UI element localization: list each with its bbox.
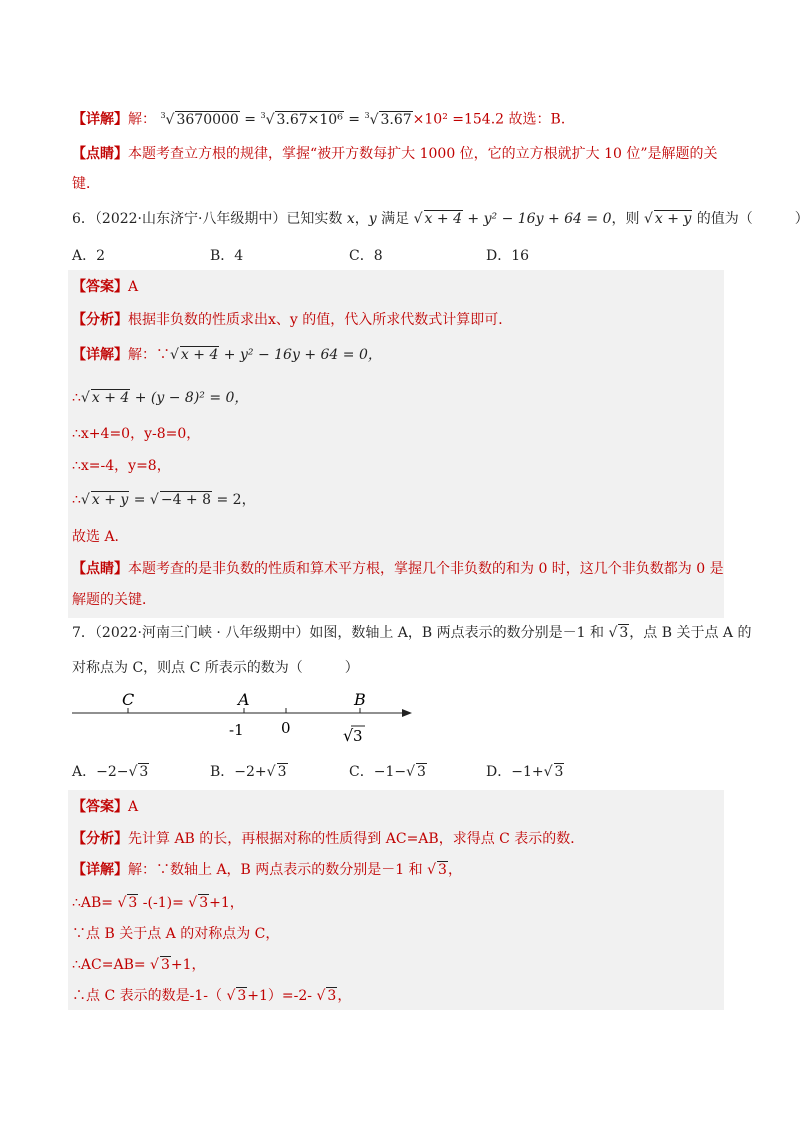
q7-stem-text: ，点 B 关于点 A 的 [629, 625, 752, 641]
q6-detail-5 [72, 490, 256, 510]
detail-text: ∴AB= [72, 895, 118, 911]
radicand: 3 [139, 764, 149, 780]
q6-detail-3: ∴x+4=0，y-8=0， [72, 426, 201, 442]
q7-stem-1 [72, 623, 752, 643]
q6-comment-1 [72, 559, 724, 579]
q6-option-c: C．8 [349, 248, 383, 264]
q7-option-c [349, 762, 427, 782]
comment-tag: 【点睛】 [72, 561, 128, 577]
tick-label-zero: 0 [281, 719, 291, 737]
number-line-figure [68, 686, 418, 750]
q6-comment-2: 解题的关键． [72, 592, 156, 608]
q6-stem-text: 6．（2022·山东济宁·八年级期中）已知实数 [72, 211, 347, 227]
radicand: x + 4 [424, 211, 462, 227]
var-y: y [368, 211, 377, 227]
q7-detail-5 [72, 986, 351, 1006]
cube-root-radicand: 3.67×10⁶ [276, 111, 343, 128]
answer-value: A [128, 799, 139, 815]
radical-sign: √ [188, 895, 198, 911]
detail-text: ∴AC=AB= [72, 957, 151, 973]
radical-sign: √ [128, 764, 138, 780]
cube-root-index: 3 [160, 111, 166, 120]
q6-detail-6: 故选 A． [72, 529, 129, 545]
radical-sign: √ [226, 988, 236, 1004]
radical-sign: √ [369, 111, 379, 128]
q6-stem-text: ，则 [611, 211, 644, 227]
answer-value: A [128, 279, 139, 295]
q7-stem-text: 7．（2022·河南三门峡 · 八年级期中）如图，数轴上 A，B 两点表示的数分别是－1 和 [72, 625, 609, 641]
radical-sign: √ [80, 492, 90, 508]
q6-stem-text: 满足 [376, 211, 414, 227]
tick-label-b-radicand: 3 [353, 727, 363, 745]
radicand: 3 [160, 957, 170, 973]
q6-option-b: B．4 [210, 248, 244, 264]
radical-sign: √ [427, 862, 437, 878]
result: ×10² =154.2 [412, 111, 505, 128]
option-text: B．−2+ [210, 764, 267, 780]
cube-root-radicand: 3670000 [176, 111, 239, 128]
comment-text: 键． [72, 176, 100, 192]
radicand: 3 [438, 862, 447, 878]
radicand: 3 [327, 988, 337, 1004]
radical-sign: √ [316, 988, 326, 1004]
tick-label-b-radical: √ [343, 726, 354, 745]
detail-text: +1）=-2- [247, 988, 317, 1004]
radical-sign: √ [150, 957, 159, 973]
analysis-text: 先计算 AB 的长，再根据对称的性质得到 AC=AB，求得点 C 表示的数． [128, 831, 585, 847]
radical-sign: √ [149, 492, 159, 508]
comma: ， [354, 211, 369, 227]
radical-sign: √ [165, 111, 175, 128]
equals: = [244, 111, 257, 128]
q6-option-a: A．2 [72, 248, 106, 264]
detail-tag: 【详解】 [72, 111, 128, 128]
equation-tail: + y² − 16y + 64 = 0， [219, 347, 382, 363]
radicand: 3 [277, 764, 287, 780]
radicand: x + y [654, 211, 692, 227]
answer-tag: 【答案】 [72, 799, 128, 815]
q7-option-a [72, 762, 149, 782]
detail-text: ∴点 C 表示的数是-1-（ [72, 988, 227, 1004]
q6-stem-text: 的值为（ ） [692, 211, 809, 227]
radical-sign: √ [543, 764, 553, 780]
radicand: 3 [619, 625, 629, 641]
q6-detail-4: ∴x=-4，y=8， [72, 458, 171, 474]
q6-detail-2 [72, 388, 248, 408]
cube-root-index: 3 [260, 111, 266, 120]
equation-tail: + y² − 16y + 64 = 0 [462, 211, 612, 227]
radicand: x + 4 [91, 390, 130, 406]
q7-stem-2: 对称点为 C，则点 C 所表示的数为（ ） [72, 660, 359, 676]
radicand: x + y [91, 492, 129, 508]
radical-sign: √ [170, 347, 179, 363]
s5-detail-line [72, 106, 575, 130]
analysis-text: 根据非负数的性质求出x、y 的值，代入所求代数式计算即可． [128, 312, 513, 328]
therefore: ∴ [72, 492, 81, 508]
radicand: x + 4 [180, 347, 219, 363]
q6-analysis [72, 310, 512, 330]
q6-option-d: D．16 [486, 248, 530, 264]
radicand: 3 [128, 895, 138, 911]
label-a: A [238, 690, 250, 709]
q7-detail-3: ∵点 B 关于点 A 的对称点为 C， [72, 926, 280, 942]
q7-option-d [486, 762, 564, 782]
detail-text: +1， [170, 957, 206, 973]
q7-analysis [72, 829, 584, 849]
therefore: ∴ [72, 390, 81, 406]
cube-root-index: 3 [364, 111, 370, 120]
radicand: 3 [199, 895, 209, 911]
radicand: −4 + 8 [160, 492, 212, 508]
comment-text: 本题考查立方根的规律，掌握“被开方数每扩大 1000 位，它的立方根就扩大 10 位”是解题的关 [128, 146, 718, 162]
radical-sign: √ [413, 211, 423, 227]
equation-tail: = 2， [212, 492, 256, 508]
cube-root-radicand: 3.67 [380, 111, 412, 128]
q6-answer [72, 277, 138, 297]
q7-answer [72, 797, 138, 817]
radical-sign: √ [80, 390, 90, 406]
label-b: B [354, 690, 366, 709]
axis-arrow-icon [402, 709, 412, 717]
detail-lead: 解： [128, 111, 156, 128]
var-x: x [346, 211, 355, 227]
comment-text: 本题考查的是非负数的性质和算术平方根，掌握几个非负数的和为 0 时，这几个非负数都为 0 是 [128, 561, 724, 577]
radical-sign: √ [265, 111, 275, 128]
comment-tag: 【点睛】 [72, 146, 128, 162]
detail-text: +1， [209, 895, 244, 911]
q6-detail-1 [72, 345, 382, 365]
detail-text: ， [447, 862, 462, 878]
option-text: C．−1− [349, 764, 407, 780]
detail-lead: 解：∵ [128, 347, 170, 363]
detail-text: 解：∵数轴上 A，B 两点表示的数分别是－1 和 [128, 862, 428, 878]
radicand: 3 [237, 988, 247, 1004]
radical-sign: √ [406, 764, 416, 780]
option-text: A．−2− [72, 764, 129, 780]
q7-detail-1 [72, 860, 462, 880]
label-c: C [122, 690, 135, 709]
q6-stem [72, 209, 809, 229]
detail-text: -(-1)= [138, 895, 189, 911]
option-text: D．−1+ [486, 764, 544, 780]
s5-comment-line1 [72, 144, 718, 164]
radicand: 3 [554, 764, 564, 780]
choice: 故选：B． [508, 111, 575, 128]
equals: = [129, 492, 150, 508]
analysis-tag: 【分析】 [72, 831, 128, 847]
radicand: 3 [417, 764, 426, 780]
analysis-tag: 【分析】 [72, 312, 128, 328]
answer-tag: 【答案】 [72, 279, 128, 295]
equals: = [348, 111, 361, 128]
equation-tail: + (y − 8)² = 0， [130, 390, 249, 406]
q7-detail-2 [72, 893, 244, 913]
radical-sign: √ [643, 211, 653, 227]
s5-comment-line2 [72, 174, 100, 194]
tick-label-neg1: -1 [229, 721, 244, 739]
radical-sign: √ [117, 895, 127, 911]
detail-tag: 【详解】 [72, 347, 128, 363]
radical-sign: √ [266, 764, 276, 780]
radical-sign: √ [608, 625, 618, 641]
detail-text: ， [337, 988, 352, 1004]
q7-detail-4 [72, 955, 206, 975]
detail-tag: 【详解】 [72, 862, 128, 878]
q7-option-b [210, 762, 288, 782]
